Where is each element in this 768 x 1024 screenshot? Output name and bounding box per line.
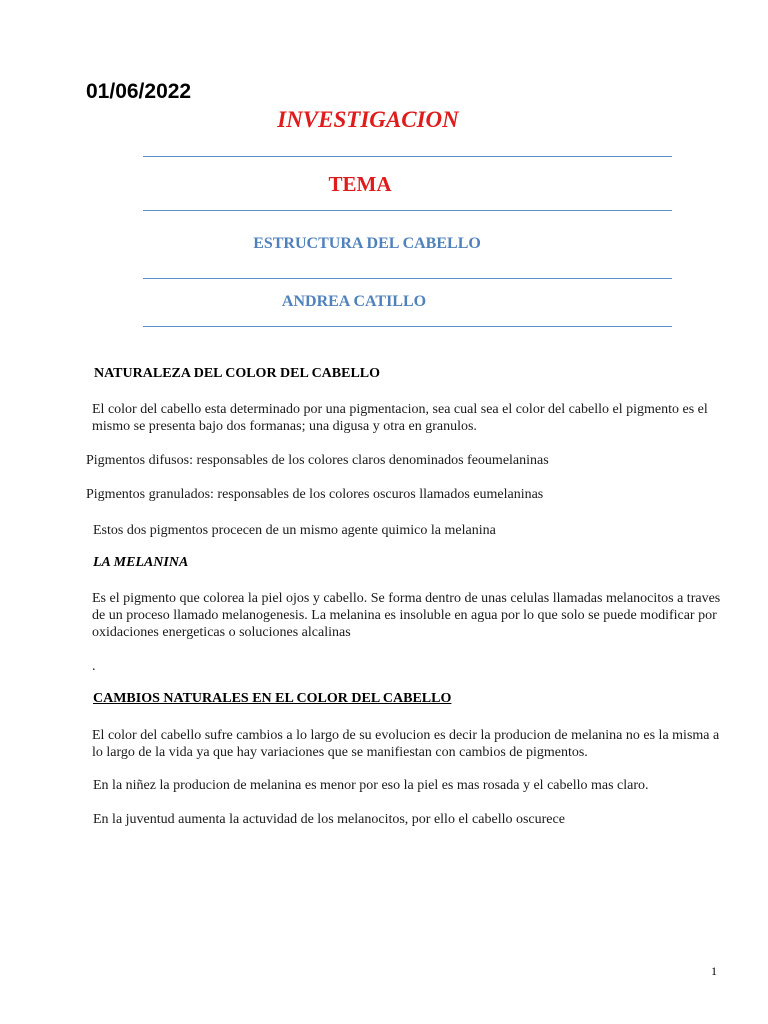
stray-period: . (92, 659, 96, 674)
tema-label: TEMA (328, 172, 392, 196)
section-heading-naturaleza: NATURALEZA DEL COLOR DEL CABELLO (94, 366, 381, 381)
page-number: 1 (711, 964, 717, 978)
paragraph-pigmentos-granulados: Pigmentos granulados: responsables de los colores oscuros llamados eumelaninas (86, 487, 544, 502)
section-heading-melanina: LA MELANINA (93, 555, 189, 570)
paragraph-juventud: En la juventud aumenta la actuvidad de los melanocitos, por ello el cabello oscurece (93, 812, 565, 827)
divider-rule (143, 156, 672, 157)
document-title: INVESTIGACION (277, 107, 459, 132)
section-heading-cambios: CAMBIOS NATURALES EN EL COLOR DEL CABELLO (93, 691, 452, 706)
document-subtitle: ESTRUCTURA DEL CABELLO (253, 235, 481, 252)
paragraph-melanina: Es el pigmento que colorea la piel ojos y cabello. Se forma dentro de unas celulas llamadas melanocitos a traves de un proceso llamado melanogenesis. La melanina es insoluble en agua por lo que solo se puede modificar por oxidaciones energeticas o soluciones alcalinas (92, 591, 721, 640)
paragraph-cambios-intro: El color del cabello sufre cambios a lo largo de su evolucion es decir la producion de melanina no es la misma a lo largo de la vida ya que hay variaciones que se manifiestan con cambios de pigmentos. (92, 728, 720, 760)
document-date: 01/06/2022 (86, 80, 192, 103)
author-name: ANDREA CATILLO (281, 293, 427, 310)
paragraph-naturaleza-intro: El color del cabello esta determinado por una pigmentacion, sea cual sea el color del cabello el pigmento es el mismo se presenta bajo dos formanas; una digusa y otra en granulos. (92, 402, 708, 434)
divider-rule (143, 278, 672, 279)
paragraph-ninez: En la niñez la producion de melanina es menor por eso la piel es mas rosada y el cabello mas claro. (93, 778, 649, 793)
divider-rule (143, 326, 672, 327)
paragraph-agente-quimico: Estos dos pigmentos procecen de un mismo agente quimico la melanina (93, 523, 496, 538)
divider-rule (143, 210, 672, 211)
paragraph-pigmentos-difusos: Pigmentos difusos: responsables de los colores claros denominados feoumelaninas (86, 453, 549, 468)
